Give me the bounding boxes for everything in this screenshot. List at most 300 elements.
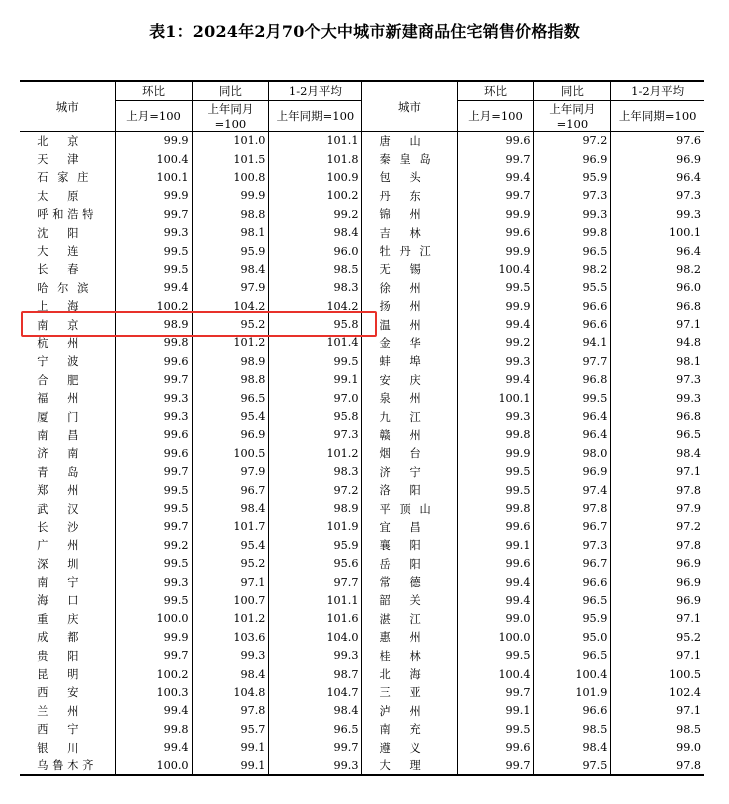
city-name: 襄 阳 <box>379 539 421 553</box>
yoy-value: 99.5 <box>534 389 611 407</box>
city-name: 无 锡 <box>379 263 421 277</box>
table-row <box>20 481 704 499</box>
mom-value: 100.2 <box>115 665 192 683</box>
yoy-value: 96.9 <box>192 426 269 444</box>
mom-value: 99.4 <box>115 279 192 297</box>
city-name: 成 都 <box>37 631 79 645</box>
mom-value: 100.0 <box>115 610 192 628</box>
city-name: 长 沙 <box>37 520 79 534</box>
mom-value: 99.4 <box>457 573 534 591</box>
header-mom-base-left: 上月=100 <box>115 101 192 132</box>
yoy-value: 96.9 <box>534 150 611 168</box>
city-cell <box>362 463 457 481</box>
avg-value: 95.8 <box>269 407 362 425</box>
table-row <box>20 315 704 333</box>
avg-value: 104.2 <box>269 297 362 315</box>
avg-value: 96.9 <box>611 150 704 168</box>
city-name: 唐 山 <box>379 134 421 148</box>
yoy-value: 101.2 <box>192 334 269 352</box>
city-name: 常 德 <box>379 576 421 590</box>
city-cell <box>20 738 115 756</box>
mom-value: 99.5 <box>115 591 192 609</box>
table-row <box>20 297 704 315</box>
mom-value: 99.5 <box>115 554 192 572</box>
yoy-value: 96.7 <box>192 481 269 499</box>
mom-value: 99.7 <box>457 187 534 205</box>
yoy-value: 96.6 <box>534 573 611 591</box>
city-cell <box>20 168 115 186</box>
city-cell <box>362 223 457 241</box>
city-cell <box>362 205 457 223</box>
city-name: 宁 波 <box>37 355 79 369</box>
yoy-value: 96.5 <box>192 389 269 407</box>
city-name: 蚌 埠 <box>379 355 421 369</box>
avg-value: 98.4 <box>269 223 362 241</box>
city-name: 金 华 <box>379 336 421 350</box>
city-cell <box>20 223 115 241</box>
city-cell <box>20 242 115 260</box>
city-cell <box>20 610 115 628</box>
city-name: 合 肥 <box>37 373 79 387</box>
avg-value: 100.5 <box>611 665 704 683</box>
avg-value: 95.9 <box>269 536 362 554</box>
city-name: 武 汉 <box>37 502 79 516</box>
yoy-value: 98.4 <box>192 260 269 278</box>
table-row <box>20 628 704 646</box>
table-row <box>20 260 704 278</box>
city-name: 沈 阳 <box>37 226 79 240</box>
yoy-value: 96.7 <box>534 554 611 572</box>
table-row <box>20 168 704 186</box>
mom-value: 99.1 <box>457 702 534 720</box>
yoy-value: 100.8 <box>192 168 269 186</box>
yoy-value: 95.7 <box>192 720 269 738</box>
yoy-value: 96.8 <box>534 371 611 389</box>
mom-value: 99.8 <box>457 499 534 517</box>
city-cell <box>20 646 115 664</box>
city-name: 九 江 <box>379 410 421 424</box>
city-cell <box>20 702 115 720</box>
city-cell <box>362 352 457 370</box>
city-name: 济 南 <box>37 447 79 461</box>
city-cell <box>362 757 457 775</box>
table-row <box>20 242 704 260</box>
avg-value: 100.1 <box>611 223 704 241</box>
header-yoy-base-left: 上年同月=100 <box>192 101 269 132</box>
avg-value: 98.3 <box>269 279 362 297</box>
avg-value: 98.3 <box>269 463 362 481</box>
avg-value: 98.4 <box>611 444 704 462</box>
city-cell <box>362 573 457 591</box>
city-name: 洛 阳 <box>379 484 421 498</box>
city-name: 海 口 <box>37 594 79 608</box>
city-cell <box>20 315 115 333</box>
city-name: 平 顶 山 <box>379 502 431 516</box>
city-name: 贵 阳 <box>37 649 79 663</box>
avg-value: 95.6 <box>269 554 362 572</box>
city-cell <box>362 628 457 646</box>
yoy-value: 99.8 <box>534 223 611 241</box>
city-cell <box>20 518 115 536</box>
avg-value: 98.5 <box>269 260 362 278</box>
table-row <box>20 738 704 756</box>
header-avg-right: 1-2月平均 <box>611 81 704 101</box>
avg-value: 97.3 <box>269 426 362 444</box>
city-cell <box>20 187 115 205</box>
mom-value: 99.7 <box>115 646 192 664</box>
mom-value: 99.5 <box>457 720 534 738</box>
city-cell <box>20 150 115 168</box>
avg-value: 98.5 <box>611 720 704 738</box>
city-name: 重 庆 <box>37 612 79 626</box>
mom-value: 99.4 <box>115 702 192 720</box>
city-cell <box>362 260 457 278</box>
mom-value: 99.3 <box>115 407 192 425</box>
avg-value: 99.3 <box>611 389 704 407</box>
mom-value: 99.6 <box>457 223 534 241</box>
table-row <box>20 646 704 664</box>
header-city-right: 城市 <box>362 81 457 132</box>
city-cell <box>362 702 457 720</box>
city-cell <box>362 610 457 628</box>
avg-value: 97.3 <box>611 187 704 205</box>
yoy-value: 97.2 <box>534 132 611 150</box>
yoy-value: 96.7 <box>534 518 611 536</box>
city-name: 包 头 <box>379 171 421 185</box>
mom-value: 99.6 <box>115 352 192 370</box>
yoy-value: 99.1 <box>192 738 269 756</box>
city-name: 桂 林 <box>379 649 421 663</box>
yoy-value: 104.8 <box>192 683 269 701</box>
city-cell <box>362 591 457 609</box>
city-cell <box>362 426 457 444</box>
avg-value: 97.1 <box>611 646 704 664</box>
yoy-value: 98.8 <box>192 205 269 223</box>
avg-value: 98.1 <box>611 352 704 370</box>
avg-value: 99.3 <box>269 757 362 775</box>
avg-value: 100.9 <box>269 168 362 186</box>
mom-value: 100.1 <box>115 168 192 186</box>
table-row <box>20 132 704 150</box>
avg-value: 99.7 <box>269 738 362 756</box>
yoy-value: 97.3 <box>534 536 611 554</box>
yoy-value: 103.6 <box>192 628 269 646</box>
avg-value: 101.9 <box>269 518 362 536</box>
city-cell <box>20 683 115 701</box>
city-name: 北 京 <box>37 134 79 148</box>
mom-value: 99.3 <box>115 573 192 591</box>
avg-value: 99.1 <box>269 371 362 389</box>
city-name: 天 津 <box>37 153 79 167</box>
avg-value: 97.8 <box>611 536 704 554</box>
mom-value: 99.9 <box>115 187 192 205</box>
city-name: 南 昌 <box>37 428 79 442</box>
table-row <box>20 702 704 720</box>
avg-value: 97.1 <box>611 315 704 333</box>
table-row <box>20 279 704 297</box>
yoy-value: 97.8 <box>534 499 611 517</box>
avg-value: 96.8 <box>611 297 704 315</box>
city-name: 泸 州 <box>379 704 421 718</box>
mom-value: 99.5 <box>115 481 192 499</box>
table-row <box>20 187 704 205</box>
mom-value: 99.9 <box>457 242 534 260</box>
yoy-value: 97.3 <box>534 187 611 205</box>
city-name: 宜 昌 <box>379 520 421 534</box>
city-name: 南 充 <box>379 723 421 737</box>
avg-value: 97.2 <box>611 518 704 536</box>
city-name: 呼 和 浩 特 <box>37 208 94 222</box>
city-name: 泉 州 <box>379 392 421 406</box>
mom-value: 99.4 <box>457 371 534 389</box>
header-mom-left: 环比 <box>115 81 192 101</box>
yoy-value: 97.4 <box>534 481 611 499</box>
avg-value: 95.2 <box>611 628 704 646</box>
table-row <box>20 150 704 168</box>
yoy-value: 97.7 <box>534 352 611 370</box>
yoy-value: 98.8 <box>192 371 269 389</box>
city-cell <box>20 205 115 223</box>
avg-value: 96.9 <box>611 591 704 609</box>
yoy-value: 95.2 <box>192 315 269 333</box>
city-cell <box>362 407 457 425</box>
city-name: 杭 州 <box>37 336 79 350</box>
table-row <box>20 463 704 481</box>
table-row <box>20 426 704 444</box>
yoy-value: 96.6 <box>534 702 611 720</box>
mom-value: 100.2 <box>115 297 192 315</box>
mom-value: 100.3 <box>115 683 192 701</box>
mom-value: 99.5 <box>115 499 192 517</box>
city-name: 太 原 <box>37 189 79 203</box>
city-cell <box>20 665 115 683</box>
city-name: 西 宁 <box>37 723 79 737</box>
city-name: 岳 阳 <box>379 557 421 571</box>
avg-value: 95.8 <box>269 315 362 333</box>
header-mom-right: 环比 <box>457 81 534 101</box>
city-cell <box>362 132 457 150</box>
city-cell <box>362 738 457 756</box>
mom-value: 100.0 <box>457 628 534 646</box>
city-cell <box>20 499 115 517</box>
mom-value: 100.0 <box>115 757 192 775</box>
header-city-left: 城市 <box>20 81 115 132</box>
city-cell <box>20 279 115 297</box>
mom-value: 99.5 <box>115 242 192 260</box>
mom-value: 99.7 <box>115 518 192 536</box>
mom-value: 99.9 <box>115 628 192 646</box>
avg-value: 99.2 <box>269 205 362 223</box>
avg-value: 99.3 <box>611 205 704 223</box>
mom-value: 99.2 <box>457 334 534 352</box>
city-cell <box>362 444 457 462</box>
yoy-value: 101.2 <box>192 610 269 628</box>
table-row <box>20 554 704 572</box>
city-name: 烟 台 <box>379 447 421 461</box>
avg-value: 97.8 <box>611 481 704 499</box>
table-row <box>20 352 704 370</box>
mom-value: 99.9 <box>115 132 192 150</box>
city-cell <box>362 389 457 407</box>
avg-value: 97.1 <box>611 702 704 720</box>
mom-value: 99.6 <box>115 426 192 444</box>
mom-value: 99.7 <box>457 150 534 168</box>
table-row <box>20 610 704 628</box>
yoy-value: 96.4 <box>534 426 611 444</box>
city-cell <box>20 371 115 389</box>
city-cell <box>362 150 457 168</box>
header-mom-base-right: 上月=100 <box>457 101 534 132</box>
mom-value: 99.7 <box>115 205 192 223</box>
city-name: 上 海 <box>37 300 79 314</box>
city-name: 济 宁 <box>379 465 421 479</box>
table-row <box>20 683 704 701</box>
yoy-value: 98.5 <box>534 720 611 738</box>
city-cell <box>362 683 457 701</box>
yoy-value: 95.9 <box>534 168 611 186</box>
city-cell <box>20 407 115 425</box>
avg-value: 97.2 <box>269 481 362 499</box>
mom-value: 99.9 <box>457 444 534 462</box>
city-cell <box>20 720 115 738</box>
mom-value: 99.9 <box>457 205 534 223</box>
yoy-value: 97.9 <box>192 463 269 481</box>
avg-value: 101.1 <box>269 132 362 150</box>
avg-value: 96.9 <box>611 573 704 591</box>
yoy-value: 100.5 <box>192 444 269 462</box>
city-cell <box>362 518 457 536</box>
avg-value: 97.1 <box>611 463 704 481</box>
avg-value: 94.8 <box>611 334 704 352</box>
city-name: 赣 州 <box>379 428 421 442</box>
yoy-value: 96.5 <box>534 591 611 609</box>
yoy-value: 94.1 <box>534 334 611 352</box>
city-cell <box>20 463 115 481</box>
mom-value: 99.3 <box>115 389 192 407</box>
city-name: 扬 州 <box>379 300 421 314</box>
header-avg-base-right: 上年同期=100 <box>611 101 704 132</box>
header-yoy-left: 同比 <box>192 81 269 101</box>
mom-value: 99.5 <box>457 646 534 664</box>
mom-value: 99.7 <box>115 371 192 389</box>
city-name: 惠 州 <box>379 631 421 645</box>
mom-value: 99.6 <box>457 554 534 572</box>
city-name: 兰 州 <box>37 704 79 718</box>
city-name: 深 圳 <box>37 557 79 571</box>
yoy-value: 101.9 <box>534 683 611 701</box>
city-cell <box>362 297 457 315</box>
mom-value: 99.7 <box>115 463 192 481</box>
yoy-value: 99.3 <box>192 646 269 664</box>
city-cell <box>362 334 457 352</box>
mom-value: 99.4 <box>457 591 534 609</box>
city-name: 福 州 <box>37 392 79 406</box>
table-row <box>20 536 704 554</box>
mom-value: 99.1 <box>457 536 534 554</box>
city-cell <box>20 628 115 646</box>
mom-value: 99.5 <box>457 481 534 499</box>
yoy-value: 104.2 <box>192 297 269 315</box>
mom-value: 99.8 <box>457 426 534 444</box>
city-cell <box>362 168 457 186</box>
mom-value: 99.6 <box>457 518 534 536</box>
city-cell <box>362 315 457 333</box>
avg-value: 96.5 <box>611 426 704 444</box>
yoy-value: 95.4 <box>192 536 269 554</box>
avg-value: 96.9 <box>611 554 704 572</box>
mom-value: 99.4 <box>115 738 192 756</box>
city-name: 锦 州 <box>379 208 421 222</box>
table-row <box>20 205 704 223</box>
avg-value: 97.3 <box>611 371 704 389</box>
city-cell <box>20 554 115 572</box>
yoy-value: 96.5 <box>534 242 611 260</box>
city-name: 北 海 <box>379 668 421 682</box>
city-cell <box>362 665 457 683</box>
header-yoy-right: 同比 <box>534 81 611 101</box>
avg-value: 97.9 <box>611 499 704 517</box>
city-cell <box>362 242 457 260</box>
yoy-value: 101.7 <box>192 518 269 536</box>
mom-value: 99.6 <box>457 738 534 756</box>
city-cell <box>362 499 457 517</box>
city-cell <box>362 187 457 205</box>
avg-value: 97.6 <box>611 132 704 150</box>
yoy-value: 100.4 <box>534 665 611 683</box>
avg-value: 101.2 <box>269 444 362 462</box>
city-name: 安 庆 <box>379 373 421 387</box>
yoy-value: 95.4 <box>192 407 269 425</box>
table-row <box>20 444 704 462</box>
price-index-table <box>20 80 704 776</box>
mom-value: 99.4 <box>457 168 534 186</box>
table-row <box>20 407 704 425</box>
yoy-value: 98.4 <box>192 499 269 517</box>
city-name: 西 安 <box>37 686 79 700</box>
city-cell <box>20 132 115 150</box>
mom-value: 99.4 <box>457 315 534 333</box>
city-name: 南 宁 <box>37 576 79 590</box>
city-cell <box>362 371 457 389</box>
city-cell <box>362 536 457 554</box>
mom-value: 99.5 <box>457 463 534 481</box>
city-name: 青 岛 <box>37 465 79 479</box>
avg-value: 96.0 <box>611 279 704 297</box>
table-row <box>20 334 704 352</box>
yoy-value: 100.7 <box>192 591 269 609</box>
yoy-value: 95.9 <box>534 610 611 628</box>
yoy-value: 96.4 <box>534 407 611 425</box>
yoy-value: 99.9 <box>192 187 269 205</box>
city-name: 湛 江 <box>379 612 421 626</box>
city-cell <box>20 297 115 315</box>
city-cell <box>20 260 115 278</box>
page-title: 表1：2024年2月70个大中城市新建商品住宅销售价格指数 <box>149 22 580 41</box>
yoy-value: 95.5 <box>534 279 611 297</box>
city-name: 温 州 <box>379 318 421 332</box>
yoy-value: 96.6 <box>534 297 611 315</box>
mom-value: 99.8 <box>115 720 192 738</box>
city-name: 丹 东 <box>379 189 421 203</box>
city-cell <box>362 554 457 572</box>
yoy-value: 98.1 <box>192 223 269 241</box>
avg-value: 99.5 <box>269 352 362 370</box>
mom-value: 99.2 <box>115 536 192 554</box>
avg-value: 96.8 <box>611 407 704 425</box>
city-cell <box>20 426 115 444</box>
mom-value: 100.4 <box>115 150 192 168</box>
mom-value: 99.5 <box>115 260 192 278</box>
